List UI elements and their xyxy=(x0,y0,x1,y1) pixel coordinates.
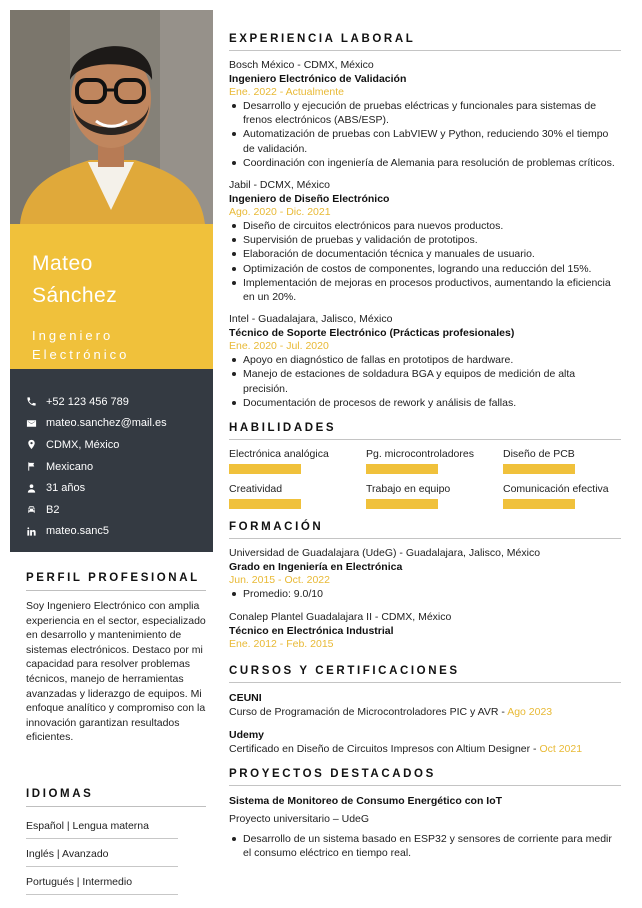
project-bullets xyxy=(229,832,621,860)
contact-nationality: Mexicano xyxy=(26,456,197,478)
skill-item xyxy=(366,448,503,474)
course-date: Ago 2023 xyxy=(507,706,553,719)
contact-email: mateo.sanchez@mail.es xyxy=(26,413,197,435)
skill-name: Creatividad xyxy=(229,483,283,496)
edu-degree: Grado en Ingeniería en Electrónica xyxy=(229,561,403,574)
location-icon xyxy=(26,439,46,450)
course-entry xyxy=(229,691,621,719)
edu-bullet: Promedio: 9.0/10 xyxy=(229,587,621,601)
mail-icon xyxy=(26,418,46,429)
course-org: CEUNI xyxy=(229,692,262,705)
first-name: Mateo xyxy=(32,252,93,275)
skill-name: Comunicación efectiva xyxy=(503,483,609,496)
job-bullets xyxy=(229,219,621,304)
main-content xyxy=(229,33,621,861)
language-item: Inglés | Avanzado xyxy=(26,843,178,867)
edu-school: Conalep Plantel Guadalajara II - CDMX, México xyxy=(229,611,452,624)
job-position: Ingeniero de Diseño Electrónico xyxy=(229,193,390,206)
job-title: Ingeniero Electrónico xyxy=(32,328,130,362)
contact-block xyxy=(10,369,213,552)
idiomas-section xyxy=(26,788,206,895)
job-position: Técnico de Soporte Electrónico (Prácticas profesionales) xyxy=(229,327,515,340)
skill-item xyxy=(229,448,366,474)
proyectos-heading: PROYECTOS DESTACADOS xyxy=(229,768,621,786)
project-bullet: Desarrollo de un sistema basado en ESP32 y sensores de corriente para medir el consumo eléctrico en tiempo real. xyxy=(229,832,621,860)
job-bullet: Documentación de procesos de rework y análisis de fallas. xyxy=(229,396,621,410)
edu-dates: Ene. 2012 - Feb. 2015 xyxy=(229,638,334,651)
last-name: Sánchez xyxy=(32,284,118,307)
contact-linkedin[interactable]: mateo.sanc5 xyxy=(26,521,197,543)
skill-level-bar xyxy=(366,464,438,474)
skill-item xyxy=(229,483,366,509)
job-dates: Ene. 2020 - Jul. 2020 xyxy=(229,340,329,353)
job-bullet: Implementación de mejoras en procesos productivos, aumentando la eficiencia en un 20%. xyxy=(229,276,621,304)
flag-icon xyxy=(26,461,46,472)
linkedin-icon xyxy=(26,526,46,537)
job-bullet: Coordinación con ingeniería de Alemania para resolución de problemas críticos. xyxy=(229,156,621,170)
job-entry xyxy=(229,313,621,410)
job-company: Bosch México - CDMX, México xyxy=(229,59,374,71)
habilidades-heading: HABILIDADES xyxy=(229,422,621,440)
perfil-text: Soy Ingeniero Electrónico con amplia experiencia en el sector, especializado en desarrollo y mantenimiento de sistemas electrónicos. Destaco por mi capacidad para resolver problemas técnicos, manejo de herramientas avanzadas y liderazgo de equipos. Mi enfoque analítico y compromiso con la innovación garantizan resultados eficientes. xyxy=(26,600,206,744)
skill-level-bar xyxy=(229,464,301,474)
sidebar xyxy=(10,10,213,552)
job-bullet: Optimización de costos de componentes, logrando una reducción del 15%. xyxy=(229,262,621,276)
skill-name: Diseño de PCB xyxy=(503,448,575,461)
job-entry xyxy=(229,59,621,170)
idiomas-heading: IDIOMAS xyxy=(26,788,206,807)
job-bullets xyxy=(229,99,621,170)
experiencia-heading: EXPERIENCIA LABORAL xyxy=(229,33,621,51)
edu-degree: Técnico en Electrónica Industrial xyxy=(229,625,394,638)
perfil-section xyxy=(26,572,206,745)
skill-item xyxy=(503,483,621,509)
name-block xyxy=(10,224,213,369)
course-desc: Curso de Programación de Microcontroladores PIC y AVR - Ago 2023 xyxy=(229,706,553,719)
car-icon xyxy=(26,504,46,515)
skills-grid xyxy=(229,448,621,509)
project-context: Proyecto universitario – UdeG xyxy=(229,813,370,826)
phone-icon xyxy=(26,396,46,407)
job-bullet: Elaboración de documentación técnica y manuales de usuario. xyxy=(229,247,621,261)
language-item: Portugués | Intermedio xyxy=(26,871,178,895)
course-date: Oct 2021 xyxy=(539,743,583,756)
job-bullet: Diseño de circuitos electrónicos para nuevos productos. xyxy=(229,219,621,233)
job-company: Intel - Guadalajara, Jalisco, México xyxy=(229,313,393,326)
job-bullet: Supervisión de pruebas y validación de prototipos. xyxy=(229,233,621,247)
cursos-heading: CURSOS Y CERTIFICACIONES xyxy=(229,665,621,683)
job-position: Ingeniero Electrónico de Validación xyxy=(229,73,407,85)
contact-age: 31 años xyxy=(26,477,197,499)
course-org: Udemy xyxy=(229,729,265,742)
contact-license: B2 xyxy=(26,499,197,521)
language-item: Español | Lengua materna xyxy=(26,815,178,839)
edu-dates: Jun. 2015 - Oct. 2022 xyxy=(229,574,330,587)
job-company: Jabil - DCMX, México xyxy=(229,179,330,192)
perfil-heading: PERFIL PROFESIONAL xyxy=(26,572,206,591)
education-entry xyxy=(229,547,621,601)
course-entry xyxy=(229,728,621,756)
skill-level-bar xyxy=(503,499,575,509)
formacion-heading: FORMACIÓN xyxy=(229,521,621,539)
job-bullet: Automatización de pruebas con LabVIEW y Python, reduciendo 30% el tiempo de validación. xyxy=(229,127,621,155)
job-bullets xyxy=(229,353,621,410)
profile-photo xyxy=(10,10,213,224)
skill-level-bar xyxy=(366,499,438,509)
skill-level-bar xyxy=(503,464,575,474)
person-icon xyxy=(26,483,46,494)
edu-bullets xyxy=(229,587,621,601)
job-entry xyxy=(229,179,621,304)
job-dates: Ago. 2020 - Dic. 2021 xyxy=(229,206,331,219)
skill-name: Pg. microcontroladores xyxy=(366,448,474,461)
contact-location: CDMX, México xyxy=(26,434,197,456)
job-bullet: Apoyo en diagnóstico de fallas en prototipos de hardware. xyxy=(229,353,621,367)
job-bullet: Manejo de estaciones de soldadura BGA y equipos de medición de alta precisión. xyxy=(229,367,621,395)
skill-level-bar xyxy=(229,499,301,509)
skill-name: Trabajo en equipo xyxy=(366,483,451,496)
education-entry xyxy=(229,611,621,651)
edu-school: Universidad de Guadalajara (UdeG) - Guadalajara, Jalisco, México xyxy=(229,547,541,560)
skill-item xyxy=(366,483,503,509)
skill-name: Electrónica analógica xyxy=(229,448,329,461)
job-dates: Ene. 2022 - Actualmente xyxy=(229,86,344,98)
skill-item xyxy=(503,448,621,474)
project-name: Sistema de Monitoreo de Consumo Energético con IoT xyxy=(229,795,503,808)
contact-phone: +52 123 456 789 xyxy=(26,391,197,413)
course-desc: Certificado en Diseño de Circuitos Impresos con Altium Designer - Oct 2021 xyxy=(229,743,583,756)
job-bullet: Desarrollo y ejecución de pruebas eléctricas y funcionales para sistemas de frenos electrónicos (ABS/ESP). xyxy=(229,99,621,127)
